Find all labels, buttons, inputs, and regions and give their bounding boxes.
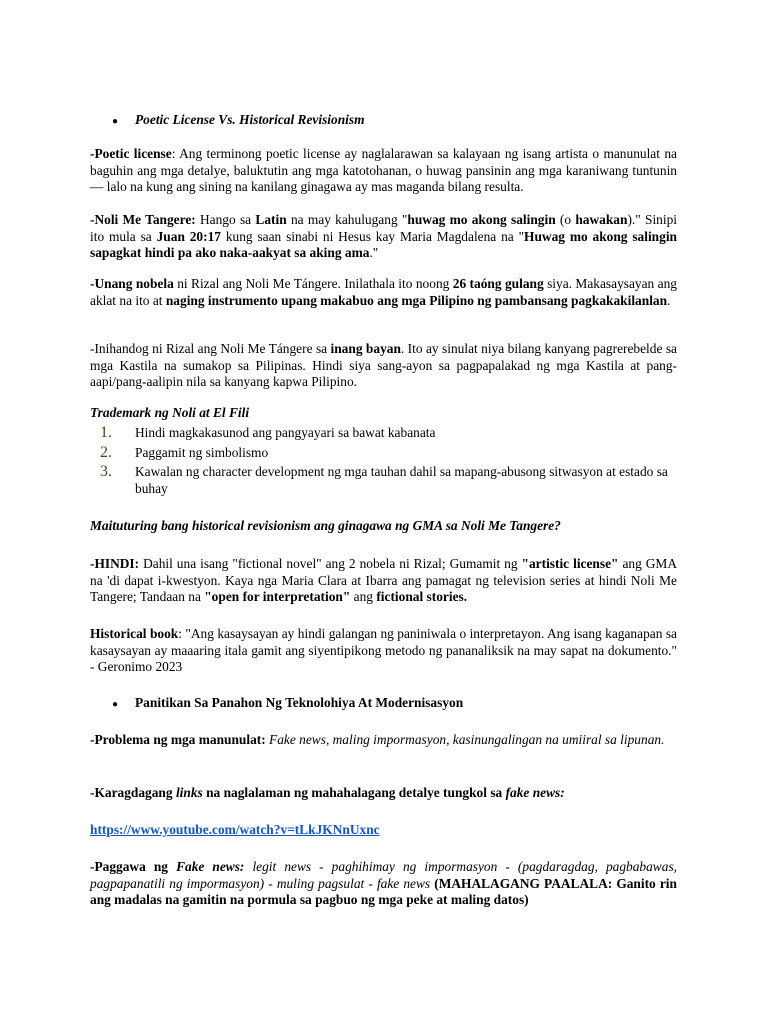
youtube-link-line	[90, 822, 677, 839]
paragraph-inihandog: -Inihandog ni Rizal ang Noli Me Tángere sa inang bayan. Ito ay sinulat niya bilang kanyang pagrerebelde sa mga Kastila na sumakop sa Pilipinas. Hindi siya sang-ayon sa pagpapalakad ng mga Kastila at pang-aapi/pang-aalipin nila sa kanyang kapwa Pilipino.	[90, 341, 677, 390]
paragraph-poetic-license: -Poetic license: Ang terminong poetic license ay naglalarawan sa kalayaan ng isang artista o manunulat na baguhin ang mga detalye, baluktutin ang mga katotohanan, o huwag pansinin ang mga karaniwang tuntunin — lalo na kung ang sining na kanilang ginagawa ay mas maganda bilang resulta.	[90, 146, 677, 195]
trademark-heading: Trademark ng Noli at El Fili	[90, 405, 250, 420]
youtube-link[interactable]: https://www.youtube.com/watch?v=tLkJKNnUxnc	[90, 822, 380, 837]
heading-text: Poetic License Vs. Historical Revisionism	[135, 112, 365, 127]
list-item: 1. Hindi magkakasunod ang pangyayari sa bawat kabanata	[100, 424, 436, 441]
paragraph-historical-book: Historical book: "Ang kasaysayan ay hindi galangan ng paniniwala o interpretayon. Ang isang kaganapan sa kasaysayan ay maaaring itala gamit ang siyentipikong metodo ng pananaliksik na may sapat na dokumento." - Geronimo 2023	[90, 626, 677, 675]
bullet-icon: ●	[112, 116, 119, 127]
section-heading-panitikan	[90, 695, 677, 714]
list-item: 2. Paggamit ng simbolismo	[100, 443, 269, 461]
paragraph-unang-nobela: -Unang nobela ni Rizal ang Noli Me Tángere. Inilathala ito noong 26 taóng gulang siya. Makasaysayan ang aklat na ito at naging instrumento upang makabuo ang mga Pilipino ng pambansang pagkakakilanlan.	[90, 276, 677, 308]
question-heading: Maituturing bang historical revisionism ang ginagawa ng GMA sa Noli Me Tangere?	[90, 518, 561, 533]
trademark-list	[90, 425, 677, 497]
heading-text: Panitikan Sa Panahon Ng Teknolohiya At Modernisasyon	[135, 695, 464, 710]
paragraph-noli-me-tangere: -Noli Me Tangere: Hango sa Latin na may kahulugang "huwag mo akong salingin (o hawakan)." Sinipi ito mula sa Juan 20:17 kung saan sinabi ni Hesus kay Maria Magdalena na "Huwag mo akong salingin sapagkat hindi pa ako naka-aakyat sa aking ama."	[90, 212, 677, 261]
section-heading-poetic	[90, 112, 677, 131]
bullet-icon: ●	[112, 699, 119, 710]
paragraph-hindi: -HINDI: Dahil una isang "fictional novel" ang 2 nobela ni Rizal; Gumamit ng "artistic license" ang GMA na 'di dapat i-kwestyon. Kaya nga Maria Clara at Ibarra ang pamagat ng television series at hindi Noli Me Tangere; Tandaan na "open for interpretation" ang fictional stories.	[90, 556, 677, 605]
list-item: 3. Kawalan ng character development ng mga tauhan dahil sa mapang-abusong sitwasyon at estado sa buhay	[100, 463, 668, 496]
paragraph-problema: -Problema ng mga manunulat: Fake news, maling impormasyon, kasinungalingan na umiiral sa lipunan.	[90, 732, 665, 747]
paragraph-paggawa: -Paggawa ng Fake news: legit news - paghihimay ng impormasyon - (pagdaragdag, pagbabawas, pagpapanatili ng impormasyon) - muling pagsulat - fake news (MAHALAGANG PAALALA: Ganito rin ang madalas na gamitin na pormula sa pagbuo ng mga peke at maling datos)	[90, 859, 677, 908]
paragraph-karagdagang: -Karagdagang links na naglalaman ng mahahalagang detalye tungkol sa fake news:	[90, 785, 565, 800]
